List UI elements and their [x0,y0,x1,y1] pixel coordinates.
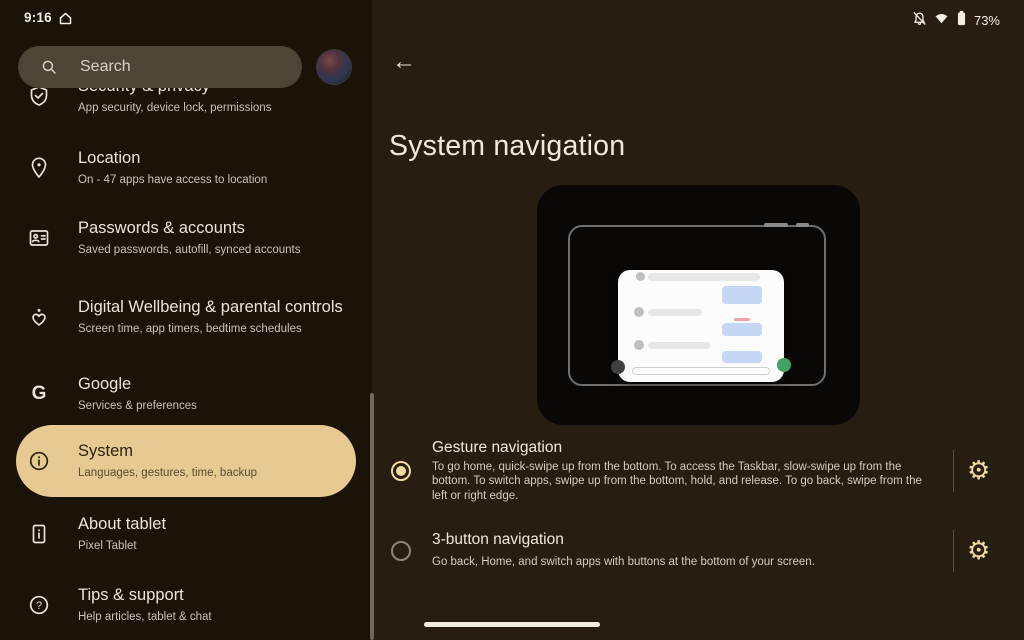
sidebar-item-label: About tablet [78,515,167,533]
three-button-navigation-description: Go back, Home, and switch apps with buttons at the bottom of your screen. [432,556,815,568]
wellbeing-heart-icon [0,305,78,329]
sidebar-item-google[interactable] [0,372,358,416]
sidebar-item-sublabel: App security, device lock, permissions [78,102,272,114]
sidebar-item-label: Digital Wellbeing & parental controls [78,298,343,316]
sidebar-header [0,0,372,88]
battery-percent: 73% [973,13,1000,28]
sidebar-item-about-tablet[interactable] [0,512,358,556]
battery-icon [956,10,967,31]
sidebar-item-sublabel: Languages, gestures, time, backup [78,467,258,479]
search-icon [40,58,58,76]
sidebar-item-digital-wellbeing[interactable] [0,284,358,350]
illustration-taskbar [632,367,770,375]
sidebar-item-tips-support[interactable] [0,583,358,627]
page-title: System navigation [389,130,626,162]
sidebar-item-system[interactable] [0,425,358,497]
notifications-off-icon [912,11,927,31]
home-status-icon [58,11,73,31]
three-button-navigation-settings-icon[interactable]: ⚙ [967,535,991,565]
gesture-navigation-illustration [537,185,860,425]
gesture-navigation-description: To go home, quick-swipe up from the bottom. To access the Taskbar, slow-swipe up from the bottom. To switch apps, swipe up from the bottom, hold, and release. To go back, swipe from the left or right edge. [432,461,922,502]
gesture-navigation-title[interactable]: Gesture navigation [432,439,563,456]
search-input[interactable] [18,46,302,88]
gesture-navigation-handle[interactable] [424,622,600,627]
sidebar-item-passwords-accounts[interactable] [0,216,358,260]
sidebar-item-sublabel: Pixel Tablet [78,540,137,552]
back-button[interactable]: ← [392,48,416,75]
info-circle-icon [0,449,78,473]
tablet-volume-button [764,223,788,227]
help-circle-icon [0,593,78,617]
sidebar-item-sublabel: Saved passwords, autofill, synced accounts [78,244,301,256]
sidebar-item-sublabel: Screen time, app timers, bedtime schedules [78,323,302,335]
illustration-green-dot [777,358,791,372]
gesture-navigation-settings-icon[interactable]: ⚙ [967,455,991,485]
option-divider [953,450,954,492]
illustration-app-window [618,270,784,382]
three-button-navigation-radio[interactable] [391,541,411,561]
system-navigation-panel [372,0,1024,640]
sidebar-scrollbar[interactable] [370,393,374,640]
illustration-tablet-outline [568,225,826,386]
location-pin-icon [0,156,78,180]
sidebar-item-label: Location [78,149,141,167]
sidebar-item-label: Google [78,375,132,393]
sidebar-item-sublabel: Services & preferences [78,400,197,412]
wifi-icon [934,11,949,30]
sidebar-item-label: System [78,442,134,460]
google-g-icon: G [31,383,47,404]
sidebar-item-sublabel: On - 47 apps have access to location [78,174,268,186]
option-divider [953,530,954,572]
sidebar-item-location[interactable] [0,146,358,190]
sidebar-item-label: Passwords & accounts [78,219,245,237]
settings-sidebar [0,0,372,640]
search-placeholder: Search [80,58,131,75]
status-icons [912,10,1000,31]
illustration-dark-dot [611,360,625,374]
passwords-card-icon [0,226,78,250]
sidebar-item-label: Tips & support [78,586,184,604]
sidebar-item-sublabel: Help articles, tablet & chat [78,611,212,623]
gesture-navigation-radio[interactable] [391,461,411,481]
svg-text:?: ? [35,600,43,612]
tablet-power-button [796,223,809,227]
account-avatar[interactable] [316,49,352,85]
tablet-info-icon [0,522,78,546]
three-button-navigation-title[interactable]: 3-button navigation [432,531,564,548]
status-time: 9:16 [24,10,52,25]
